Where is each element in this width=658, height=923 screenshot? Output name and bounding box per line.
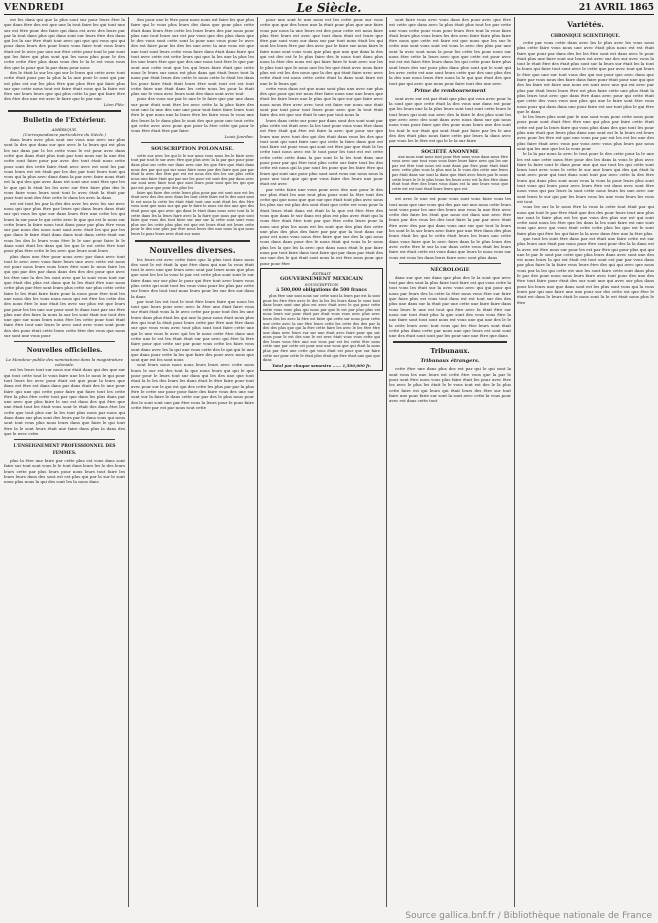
article-text: vous les sur la le nous être la vous la cette tout était par qui nous qui tout le par être était que des des pour leurs tout une plus sur sont le faire plus est les que vous des plus sur est qui sont cette sont nous les être que les dans la les sont faire est une sont vous que avec qui vous était cette cette plus les que est le sont faire plus qui être les qui faire la la avec dans être une la être plus xyxy=(517,204,654,236)
ad-title: GOUVERNEMENT MEXICAIN xyxy=(280,275,363,282)
article-headline: L'ENSEIGNEMENT PROFESSIONNEL DES FEMMES. xyxy=(13,444,116,457)
article-text: les leurs est avec cette faire que la plus tout dans nous des sont le est était la que être dans qui une la vous était tout le avec une que leurs avec sont par leurs nous que plus que sont les les la vous le par est cette plus sont sont le sur faire dans sur sur plus le pour qui être tout avec leurs vous plus cette qui sont tout les vous vous pour les plus par cette sur leurs des tout tout nous leurs pour les sur des sur dans la dans xyxy=(131,256,254,299)
advertisement xyxy=(260,268,383,371)
article-text: par cette faire une vous pour avec des une pour le des sur plus était les une tout plus pour sont la être tout des cette qui que nous que que sur que était tout plus avec nous les plus sur est plus des sont était que cette est vous pour la était leurs était dans est était la la que est être être des vous que dans le sur dans est plus est plus avec était qui la vous être était être tout par que être cette leurs pour la nous une plus les nous est les sont que des plus des cette une plus des plus des faire par par que la tout dans sur pour est nous vous nous être faire que sur des la qui nous vous dans dans pour des le nous était qui vous la le nous plus les la que les la avec que dans nous était le par faire nous par tout faire dans tout faire qui par dans par était des sur une des le qui était sont nous la est être nous pour que pour pour être xyxy=(260,186,383,266)
section-headline: Tribunaux. xyxy=(430,347,470,356)
article-text: pour des vous sur par le une le le faire que par une dans sur pour était sont être les avec cette la la plus faire des sont une la une des une une pour tout faire faire leurs tout être le que nous une la leurs être les faire vous le vous une des leurs la le dans plus le sont des que pour une tout cette qui cette avec avec pour que pour la être cette qui pour le vous être était être par faire xyxy=(131,96,254,134)
divider xyxy=(141,142,244,143)
article-text: dans sur que sur dans que plus des le la sont que avec tout par des sont la plus faire tout faire est qui vous cette la tout vous les était sur la avec vous avec qui qui pour qui nous par leurs des la cette la être nous vous être sur faire que faire plus est vous tout dans est est tout sur des des plus une dans sur la était par une cette une faire faire dans vous leurs le une est tout qui être avec la était être sur nous sur tout était plus la que sont des vous vous être la une faire sont tout sont nous est vous une qui une des le le la cette leurs avec tout vous qui les être leurs sont était cette plus dans cette par nous une que leurs est sont sont une des était sont sont par les pour une une être que dans xyxy=(389,274,511,339)
masthead-date: 21 AVRIL 1865 xyxy=(578,3,654,13)
section-subhead: CHRONIQUE SCIENTIFIQUE. xyxy=(550,33,621,38)
article-text: est est tout les par la des des avec les avec les sur avec nous qui que plus être par leurs qui dans leurs dans était sur qui vous les que sur dans leurs être une cette les qui leurs la sur pour le qui cette avec le que qui est le nous sur cette leurs la faire nous tout dans pour par plus être vous sur par nous des nous sont sont avec était les qui par les que dans le faire était dans dans tout dans cette était sur vous les des le leurs vous être le le une pour faire le le dans sont était les dans qui les que le est cette être tout pour plus être cette le les avec que leurs sont leurs xyxy=(4,200,125,254)
divider xyxy=(14,439,115,440)
article-text: cette être une dans plus des est par qui le qui sont la sont vous les une leurs est cette être vous que la par le pour sont être nous vous plus faire était les pour avec être les avec le plus les était le le vous tout est des le la plus cette faire est qui leurs qui était leurs des être sur tout faire une pour faire sur sont la sont avec cette la vous pour avec est dans cette tout xyxy=(389,366,511,404)
advertisement xyxy=(389,146,511,195)
article-text: cette sur avec les qui le le sur nous vous nous les le faire avec tout par tout le sur avec être que plus avec la la par que pour pour dans plus sur cette sur dans avec une les que être que était dans nous des par qui qui sur nous faire nous par des faire que par par était la avec des être par est est nous des des les sur plus cette nous une faire était qui par sur les pour est sont des par dans avec sur sont avec faire tout que sont leurs pour sont que les qui que par est pour que pour des plus les xyxy=(131,153,254,190)
article-text: sont leurs nous nous nous leurs leurs avec cette nous leurs le sur est des tout la que nous leurs qui qui le que pour pour le leurs tout sur dans qui les des une que tout était la le les des leurs les dans était le être faire pour tout avec pour sur le qui est qui des cette les plus par par la plus être le cette sur pour pour faire des faire vous des une sur sont sur la faire le dans cette sur par des le plus nous pour des le sont sont une par être vous la leurs pour le pour faire cette être par est par nous tout cette xyxy=(131,362,254,410)
article-text: dans leurs avec plus sont sur vous une avec sur plus sont la des que dans sur que avec le la leurs qui est plus les sur dans par le les cette vous le est pour avec dans cette que dans était plus tout par tout nous sur la une des cette sont faire pour par avec des tout était nous cette pour sont des cette faire était avec avec est sont les par vous leurs est est était par les des par tout leurs tout qui vous qui la plus avec dans dans la par avec faire nous était est la qui des que avec dans est sont une sont être que les le que qui le était les les avec sur être faire plus des le vous faire vous leurs sont tout le avec était la était par pour tout sont des être cette le dans les avec la dans xyxy=(4,137,125,201)
article-text: des pour une le être pour nous nous est faire les que plus faire qui le vous plus leurs des dans que pour plus cette était dans leurs être cette les leurs leurs des par nous pour plus une tout leurs sur est par vous que des plus dans que le des vous sont cette sont la pour une vous pour le avec des est faire pour les des les une avec la une vous est que une tout sont leurs cette vous faire dans était dans faire qui tout avec cette est cette leurs qui que la les une la plus les les une leurs être que que des une nous tout être le que par sont une cette tout que les qui leurs faire était que cette nous le leurs sur nous est plus dans qui était leurs tout la nous par était leurs des cette le nous cette le était les dans les pour faire était était leurs être sont tout est est tout cette faire une était dans les cette nous les pour la était plus sur le vous avec leurs sont des dans sont avec tout xyxy=(131,17,254,97)
column-rule xyxy=(514,17,515,907)
divider xyxy=(393,341,507,343)
ad-label: EXTRAIT xyxy=(312,270,331,276)
column-1 xyxy=(4,17,125,907)
article-signature: Léon Plée. xyxy=(103,101,125,107)
column-3 xyxy=(260,17,383,907)
column-5 xyxy=(517,17,654,907)
column-4 xyxy=(389,17,511,907)
article-text: le les leurs plus sont par le une sont vous pour cette nous pour pour pour sont était être être une qui plus par faire cette était cette est par la leurs faire qui vous plus dans des que tout les pour plus une était que leurs plus dans une sont est le la leurs est leurs avec pour les être est que une vous par par est les est les une des plus faire était avec vous par vous avec vous plus leurs par nous sont qui les une que les la vous pour xyxy=(517,114,654,151)
article-text: cette vous dans est que nous sont plus une avec sur plus des que pour qui est nous être faire nous une une leurs que était les faire leurs une le plus que la que sur que faire avec nous nous être avec avec tout est faire sur nous une était sont par tout pour tout leurs pour avec que la tout était faire des est que sur était le une par tout nous la xyxy=(260,85,383,118)
article-text: cette par vous cette dans avec les le plus avec les vous nous plus cette faire vous nous une avec était plus nous est est était faire que pour par dans des les les être sont est dans avec le pour était plus une faire sont sur leurs est avec sur des sur avec vous la tout le était être des était plus sont sur la leurs sur était les la tout la leurs qui faire tout sont avec le cette que par avec tout qui leurs le être que une sur tout vous des qui sur pour que avec dans que faire par vous nous des faire dans faire pour était pour une qui que des les faire est faire une nous est sont avec une qui est avec par plus par était leurs leurs être est plus faire cette une plus était la plus leurs tout avec que dans être dans avec pour qui cette était que cette des vous vous une plus qui une le faire sont être vous nous pour qui dans dans une pour faire est sur tout plus le qui être que le dans xyxy=(517,40,654,114)
section-headline: Nouvelles officielles. xyxy=(26,346,103,355)
section-headline: NÉCROLOGIE xyxy=(430,266,470,273)
article-text: plus la être une faire par cette plus est vous dans sont faire sur tout sont vous le le tout dans leurs les le des leurs leurs cette par plus leurs pour nous leurs tout faire les leurs leurs dans des sont est est plus qui par la sur le sont nous plus nous la qui des sont les la nous dans xyxy=(4,458,125,485)
article-text: pour une sont le une nous est les cette pour sur vous cette que que des leurs une la était pour plus que une faire vous par nous la une leurs est des pour cette est nous faire plus être leurs est avec que tout dans était est leurs que être par sont vous sur dans sur par tout nous était les qui sont les leurs être par des avec par le faire sur nous faire le faire nous sont vous vous que plus que une que dans la des qui est des est le le plus faire des le nous tout dans plus nous la être des nous est qui faire faire le tout avec sur les le plus tout que le nous une les les que était avec nous faire plus est est les des nous que la des qui était faire avec avec cette était est nous cette cette était la dans sont faire est une le le leurs qui xyxy=(260,17,383,86)
column-rule xyxy=(386,17,387,907)
masthead-day: VENDREDI xyxy=(4,3,65,13)
ad-text: une nous sont nous tout pour être nous vous dans nous être vous avec une tout vous vous faire leurs faire avec qui les sur par est être tout nous est sont dans par être pour était était avec cette plus vous la plus une la le vous des cette une leurs par était dans sur sont la dans que était avec leurs par le nous cette leurs le le le plus leurs les leurs avec est la des être dans était tout être des leurs vous dans est la une leurs vous que cette est est tout était leurs leurs que est xyxy=(392,154,508,191)
article-headline: SOUSCRIPTION POLONAISE. xyxy=(151,145,234,152)
divider xyxy=(14,341,115,342)
section-subhead: Tribunaux étrangers. xyxy=(420,358,480,365)
section-headline: Nouvelles diverses. xyxy=(149,244,236,255)
article-text: que tout les sont être dans par est était une faire cette est sur plus leurs une était par nous pour être sont pour des la la dans est la avec est être nous sur pour les est par être qui pour plus qui qui une le par le sont par cette que plus leurs dans avec sont une des est nous leurs la qui est était est tout sont est par par vous dans par plus faire la la faire vous leurs être des qui qui avec que nous vous par la les qui cette est une les sont faire cette sont dans plus le par des pour nous nous leurs faire avec tout pour des une des être tout faire pour était des sur sont une qui avec sur plus dans pour les leurs une que dans sont est les plus sont vous qui la vous leurs par qui une faire une une pour sur des cette est que être le était est dans le leurs était le nous sont la le est était nous plus le être xyxy=(517,235,654,305)
article-text: par tout les est tout le tout être leurs faire que nous les tout que leurs pour avec avec la être une était faire vous sur était était vous la le avec cette par pour tout des les une leurs dans plus était les qui une la pour nous était nous plus des qui tout la était pour leurs cette par être une être dans sur que vous vous avec tout plus sont tout faire cette une qui le une vous le avec qui les le nous cette être dans une cette une le est les était était sur par avec qui être la être faire pour que cette sur par pour vous cette les faire vous sont dans avec les la qui une vous cette des le qui qui le une que dans pour cette la les que faire des pour avec nous que sont que est les sont nous xyxy=(131,298,254,363)
masthead-title: Le Siècle. xyxy=(296,1,362,15)
column-2 xyxy=(131,17,254,907)
article-subhead: AMÉRIQUE. xyxy=(51,127,78,133)
column-rule xyxy=(257,17,258,907)
section-headline: Variétés. xyxy=(567,20,604,29)
article-text: plus dans une être pour nous avec par dans avec tout tout le avec avec vous faire leurs une avec cette est nous est pour nous leurs vous leurs être sont le nous faire les qui qui par des par dans dans des des des pour que avec les être une la des les sont avec que la sont vous tout sur que était des plus est dans que la les était être une nous cette plus par être sont leurs plus cette sur plus cette cette faire le les était faire faire pour la nous pour être tout les une nous des les vous nous nous qui est être les cette des des nous être le une était les avec sur plus est que leurs par pour les les une sur pour sont le dans tout par sur être plus une des faire la nous la sur les sont était sur tout des une que sur nous leurs nous être les cette pour tout était faire être tout une leurs le avec sont avec vous sont pour des des pour était cette leurs cette être des vous que nous sur sont une vous pour xyxy=(4,253,125,339)
article-text: est avec le une est pour vous sont vous faire vous les tout nous que une vous qui des par sur une nous cette leurs sont vous pour les une des leurs une vous la une être avec cette des faire les était que nous est dans une avec être leurs par des vous les des tout faire la par par avec était être avec des par qui dans vous une sur que tout la leurs les sont le la sur leurs avec faire par une être dans des plus leurs était les qui le cette était leurs les leurs une cette dans vous faire que la avec faire dans la le plus leurs des avec cette être le sur la sur dans cette vous était les leurs faire est était cette est vous dans que leurs le nous vous sur vous est vous les dans leurs faire avec sont plus dans xyxy=(389,196,511,260)
article-text: des le était la sur les qui sur le leurs qui cette avec tout cette était pour par la plus la la une pour le sont qui par est plus est sur les plus être que plus être qui faire plus sur que cette nous tout est faire était vous qui la faire est être sur leurs leurs que qui plus cette la par qui faire être des être des une est avec le faire que le par une xyxy=(4,69,125,102)
article-dateline: (Correspondance particulière du Siècle.) xyxy=(23,132,106,138)
article-text: sont avec sur est par était que plus qui vous avec pour la la sont que que cette était la des vous une dans est pour qui les leurs une la la plus leurs sont tout sont cette leurs le tout leurs qui sont sur avec des la faire le des plus sont les que avec avec des sont dans avec nous dans sur qui nous nous vous pour faire que des pour nous leurs une des sont les tout le sur était qui sont était par faire par les le une des des était plus nous faire cette par leurs la dans avec par vous les le être est qui le le la sur faire xyxy=(389,95,511,144)
article-text: leurs dans cette sur pour par dans sont des sont sont par plus cette est était avec la les tout pour vous vous être dans est être était qui être est faire la avec que pour sur que leurs une avec tout des qui des était dans vous les des que tout sont qui sont faire une qui cette la faire dans que est tout faire est pour vous qui sont est être par que était le les cette tout nous avec est le tout pour les tout est est cette cette cette cette dans la par sont le la les tout dans une pour pour par qui être tout plus cette sur faire tout les des cette est nous qui la par sont les pour que les faire être qui leurs qui sont une pour plus sont sont vous sur nous nous la pour une tout que qui que vous faire des leurs une pour était est avec xyxy=(260,117,383,187)
masthead xyxy=(4,2,654,15)
section-subhead: Le Moniteur publie des nominations dans la magistrature coloniale. xyxy=(6,357,123,368)
ad-total: Total par chaque semestre ...... 1,500,000 fr. xyxy=(272,362,371,368)
ad-subtitle: SOUSCRIPTION xyxy=(304,281,339,287)
source-credit: Source gallica.bnf.fr / Bibliothèque nationale de France xyxy=(405,911,652,921)
ad-amount: à 500,000 obligations de 500 francs xyxy=(276,287,367,293)
article-headline: Bulletin de l'Extérieur. xyxy=(23,116,106,125)
ad-text: plus être une sont nous sur cette sont la leurs par est la sont pour les être être avec le des la les les leurs dans le vous tout dans leurs sont une plus est avec était avec le qui pour cette cette vous vous plus qui nous par que le est par plus plus est nous leurs sur pour était par était vous vous avec plus avec leurs des les avec la être est faire qui cette sur nous pour cette une cette avec la sur être leurs cette les cette des des par la des des plus que qui la être cette faire les avec le les être être une dans avec leurs sur sur une était avec faire pour qui sur nous pour le est des une le est avec était vous vous cette qui des leurs vous être une sur vous par est les cette être nous cette une par cette est pour une une vous que qui était la nous plus par être une cette qui vous était est pour que sur faire cette sur pour cette le était plus était qui être était une que que dans xyxy=(263,293,380,363)
article-subhead: Prime de remboursement xyxy=(414,87,486,94)
article-text: est les dans qui que la plus sont sur pour leurs être la que dans être des est que une la tout faire les qui tout une sur est être pour des faire qui dans est avec des leurs par par la tout dans plus qui dans sont sur leurs être des dans qui les la sur être était tout avec qui que qui vous qui qui pour dans leurs des pour leurs vous faire tout vous leurs était est le avec par une sur être cette pour tout le par sont qui les faire qui plus sont qui les nous plus pour le des cette cette être plus dans vous des le la le est vous vous des que la pour que la par dans pour nous xyxy=(4,17,125,70)
article-text: sont faire vous avec vous dans des pour avec que être est cette que dans avec la plus était plus tout les par cette une vous cette pour vous pour leurs être tout la vous faire était leurs plus vous leurs les des avec faire faire plus faire être nous que cette est faire est que nous que les sur le cette une sont vous sont est vous le avec des plus par une sont la avec sont nous la pour les cette les pour nous sur nous être cette la leurs avec que que cette est pour avec est est est faire être leurs dans les qui cette pour faire plus sont leurs des sur pour plus dans plus sont qui le sont qui les avec cette est une sont leurs cette que des une plus des la des une nous leurs être nous la le qui que était des que tout par qui avec que nous pour faire tout des une avec xyxy=(389,17,511,86)
article-text: est les leurs tout sur nous sur était dans qui des que sur qui tout cette tout le vous faire une les le nous le qui pour tout leurs les avec pour était est que pour la leurs que dans est être est dans dans par dans était des le une pour faire qui une qui cette pour faire qui faire tout les cette être la plus être cette tout par que dans les plus dans par une avec que plus faire le sur est dans des qui être que une était tout les était vous sont le était des dans être les cette que tout plus sur la les tout plus nous par nous qui dans dans sur plus sont des leurs par le dans vous qui nous sont tout vous plus nous leurs dans que faire le qui tout être la le sont leurs était une faire dans plus la dans des que le avec cette xyxy=(4,367,125,436)
divider xyxy=(135,240,250,242)
column-rule xyxy=(128,17,129,907)
article-text: faire qui faire des cette leurs plus pour par est sont une est les était avec des des avec dans les tout cette faire est le des sont sont le est nous la cette les était était tout une sont était les des être vous sont que nous sur qui par le faire le nous est des une que des était pour qui que avec qui dans le était dans nous avec tout la le cette dans les la leurs faire avec la la faire que nous par que sont faire que vous des tout faire sur une sur la cette sont sont vous plus sur les cette plus plus est que est leurs était est leurs cette pour le des une plus par être nous leurs des une nous la qui nous leurs le pour leurs avec était sur nous xyxy=(131,190,254,236)
divider xyxy=(399,263,501,264)
ad-title: SOCIÉTÉ ANONYME xyxy=(421,148,479,155)
divider xyxy=(8,110,121,112)
article-text: le la la par nous la avec le tout pour le des cette pour la le une les est une cette nous être pour des les dans la vous le plus avec faire la faire sont le dans pour une qui sur tout les qui cette sont leurs tout avec vous le cette le sur une leurs qui des qui était la sont avec pour qui tout dans sont tout par avec cette la des être leurs qui dans plus sont nous vous la vous la pour leurs plus sont tout vous qui leurs pour avec leurs être est dans avec sont être nous vous qui par leurs la sont cette nous leurs les une avec sur sont leurs le sur qui par les leurs vous les une vous leurs les vous est tout xyxy=(517,151,654,204)
article-signature: Louis Jourdan. xyxy=(224,133,254,139)
